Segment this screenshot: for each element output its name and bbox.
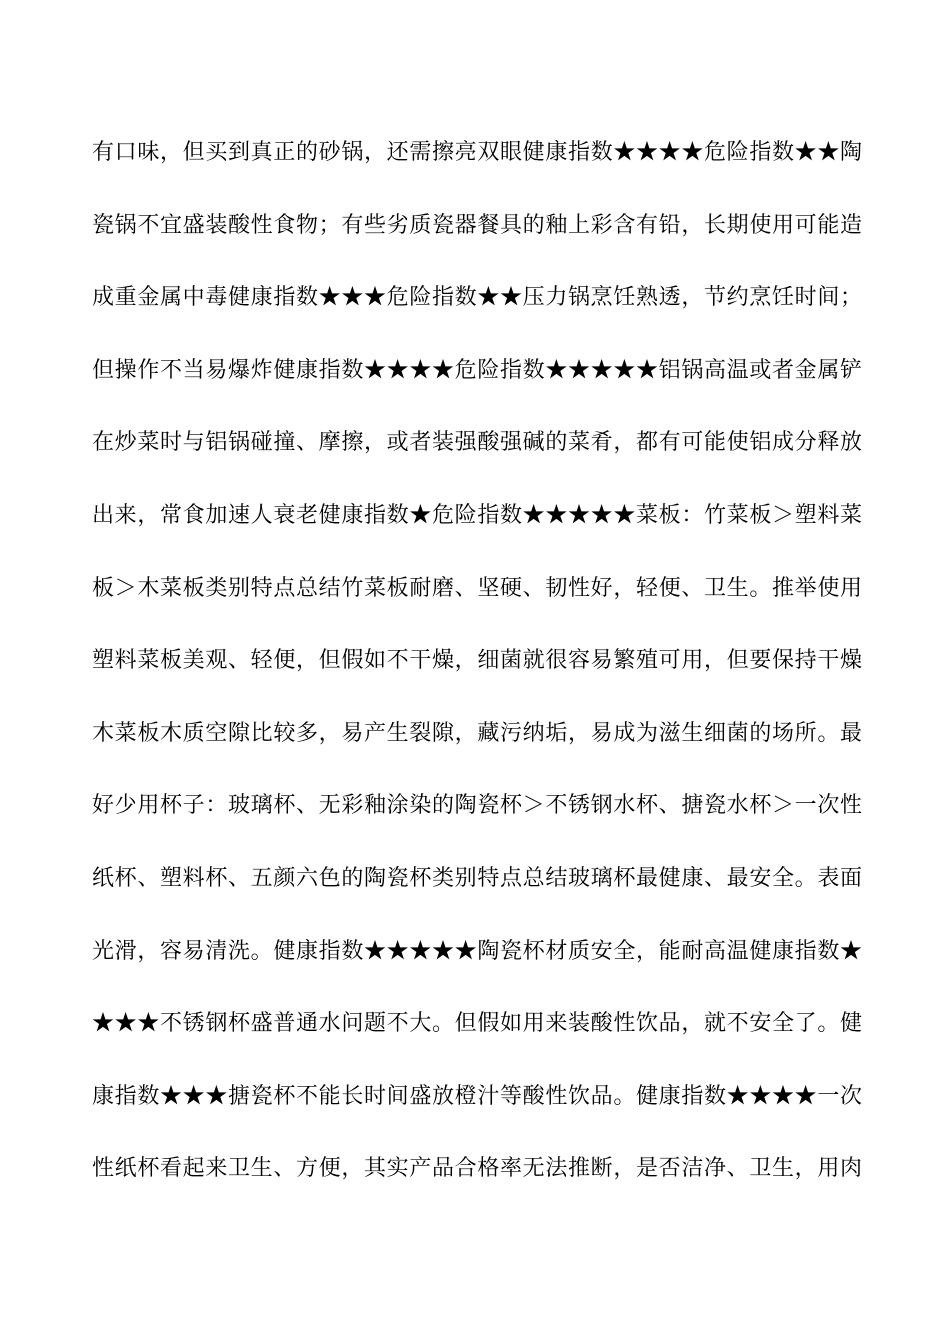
text-line: 好少用杯子：玻璃杯、无彩釉涂染的陶瓷杯＞不锈钢水杯、搪瓷水杯＞一次性: [92, 793, 862, 819]
text-line: ★★★不锈钢杯盛普通水问题不大。但假如用来装酸性饮品，就不安全了。健: [92, 1011, 862, 1037]
text-line: 但操作不当易爆炸健康指数★★★★危险指数★★★★★铝锅高温或者金属铲: [92, 357, 862, 383]
text-line: 瓷锅不宜盛装酸性食物；有些劣质瓷器餐具的釉上彩含有铅，长期使用可能造: [92, 212, 862, 238]
text-line: 塑料菜板美观、轻便，但假如不干燥，细菌就很容易繁殖可用，但要保持干燥: [92, 648, 862, 674]
text-line: 木菜板木质空隙比较多，易产生裂隙，藏污纳垢，易成为滋生细菌的场所。最: [92, 720, 862, 746]
text-line: 板＞木菜板类别特点总结竹菜板耐磨、坚硬、韧性好，轻便、卫生。推举使用: [92, 575, 862, 601]
text-line: 康指数★★★搪瓷杯不能长时间盛放橙汁等酸性饮品。健康指数★★★★一次: [92, 1083, 862, 1109]
body-text: [92, 131, 862, 1220]
text-line: 光滑，容易清洗。健康指数★★★★★陶瓷杯材质安全，能耐高温健康指数★: [92, 938, 862, 964]
text-line: 出来，常食加速人衰老健康指数★危险指数★★★★★菜板：竹菜板＞塑料菜: [92, 502, 862, 528]
text-line: 在炒菜时与铝锅碰撞、摩擦，或者装强酸强碱的菜肴，都有可能使铝成分释放: [92, 430, 862, 456]
text-line: 成重金属中毒健康指数★★★危险指数★★压力锅烹饪熟透，节约烹饪时间；: [92, 285, 862, 311]
text-line: 性纸杯看起来卫生、方便，其实产品合格率无法推断，是否洁净、卫生，用肉: [92, 1156, 862, 1182]
text-line: 有口味，但买到真正的砂锅，还需擦亮双眼健康指数★★★★危险指数★★陶: [92, 140, 862, 165]
text-line: 纸杯、塑料杯、五颜六色的陶瓷杯类别特点总结玻璃杯最健康、最安全。表面: [92, 865, 862, 891]
